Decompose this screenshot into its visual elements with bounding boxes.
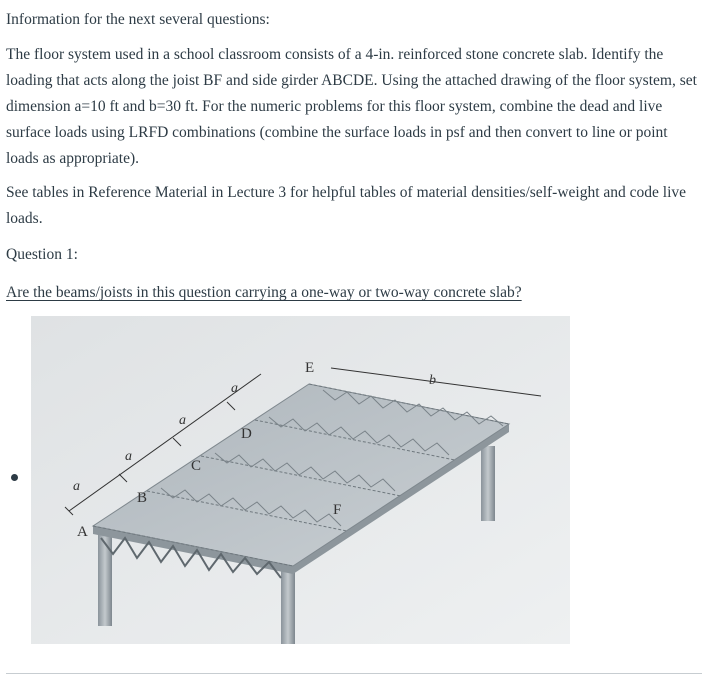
label-a3: a	[179, 413, 186, 428]
label-D: D	[241, 426, 252, 442]
label-A: A	[77, 524, 88, 540]
header-text: Information for the next several questions:	[6, 11, 270, 28]
question-label: Question 1:	[6, 246, 78, 263]
column-back-right	[481, 446, 495, 521]
list-bullet	[11, 474, 18, 481]
label-b: b	[429, 373, 436, 388]
label-F: F	[333, 502, 342, 518]
label-a2: a	[125, 449, 132, 464]
reference-paragraph: See tables in Reference Material in Lecture 3 for helpful tables of material densities/self-weight and code live loads.	[6, 184, 687, 227]
intro-paragraph: The floor system used in a school classroom consists of a 4-in. reinforced stone concrete slab. Identify the loading that acts along the joist BF and side girder ABCDE. Using the attached drawing of the floor system, set dimension a=10 ft and b=30 ft. For the numeric problems for this floor system, combine the dead and live surface loads using LRFD combinations (combine the surface loads in psf and then convert to line or point loads as appropriate).	[6, 46, 697, 167]
label-a1: a	[73, 479, 80, 494]
column-a	[98, 531, 112, 626]
label-E: E	[305, 360, 315, 376]
label-a4: a	[231, 381, 238, 396]
question-text: Are the beams/joists in this question carrying a one-way or two-way concrete slab?	[6, 284, 522, 301]
floor-system-figure	[31, 316, 570, 644]
label-C: C	[191, 458, 202, 474]
bottom-divider	[6, 673, 702, 674]
label-B: B	[137, 490, 148, 506]
